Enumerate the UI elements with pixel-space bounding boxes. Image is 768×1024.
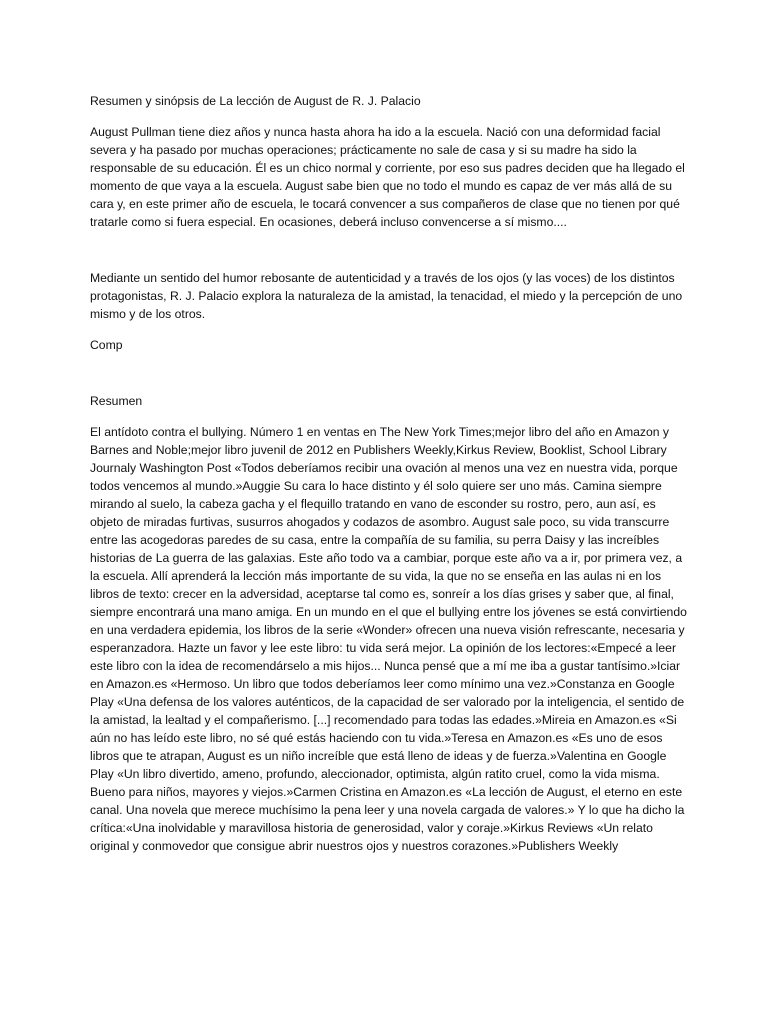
document-page <box>90 92 690 855</box>
intro-paragraph: August Pullman tiene diez años y nunca hasta ahora ha ido a la escuela. Nació con una deformidad facial severa y ha pasado por muchas operaciones; prácticamente no sale de casa y si su madre ha sido la responsable de su educación. Él es un chico normal y corriente, por eso sus padres deciden que ha llegado el momento de que vaya a la escuela. August sabe bien que no todo el mundo es capaz de ver más allá de su cara y, en este primer año de escuela, le tocará convencer a sus compañeros de clase que no tienen por qué tratarle como si fuera especial. En ocasiones, deberá incluso convencerse a sí mismo.... <box>90 125 685 229</box>
comp-text: Comp <box>90 338 123 352</box>
resumen-paragraph: El antídoto contra el bullying. Número 1 en ventas en The New York Times;mejor libro del año en Amazon y Barnes and Noble;mejor libro juvenil de 2012 en Publishers Weekly,Kirkus Review, Booklist, School Library Journaly Washington Post «Todos deberíamos recibir una ovación al menos una vez en nuestra vida, porque todos vencemos al mundo.»Auggie Su cara lo hace distinto y él solo quiere ser uno más. Camina siempre mirando al suelo, la cabeza gacha y el flequillo tratando en vano de esconder su rostro, pero, aun así, es objeto de miradas furtivas, susurros ahogados y codazos de asombro. August sale poco, su vida transcurre entre las acogedoras paredes de su casa, entre la compañía de su familia, su perra Daisy y las increíbles historias de La guerra de las galaxias. Este año todo va a cambiar, porque este año va a ir, por primera vez, a la escuela. Allí aprenderá la lección más importante de su vida, la que no se enseña en las aulas ni en los libros de texto: crecer en la adversidad, aceptarse tal como es, sonreír a los días grises y saber que, al final, siempre encontrará una mano amiga. En un mundo en el que el bullying entre los jóvenes se está convirtiendo en una verdadera epidemia, los libros de la serie «Wonder» ofrecen una nueva visión refrescante, necesaria y esperanzadora. Hazte un favor y lee este libro: tu vida será mejor. La opinión de los lectores:«Empecé a leer este libro con la idea de recomendárselo a mis hijos... Nunca pensé que a mí me iba a gustar tantísimo.»Iciar en Amazon.es «Hermoso. Un libro que todos deberíamos leer como mínimo una vez.»Constanza en Google Play «Una defensa de los valores auténticos, de la capacidad de ser valorado por la inteligencia, el sentido de la amistad, la lealtad y el compañerismo. [...] recomendado para todas las edades.»Mireia en Amazon.es «Si aún no has leído este libro, no sé qué estás haciendo con tu vida.»Teresa en Amazon.es «Es uno de esos libros que te atrapan, August es un niño increíble que está lleno de ideas y de fuerza.»Valentina en Google Play «Un libro divertido, ameno, profundo, aleccionador, optimista, algún ratito cruel, como la vida misma. Bueno para niños, mayores y viejos.»Carmen Cristina en Amazon.es «La lección de August, el eterno en este canal. Una novela que merece muchísimo la pena leer y una novela cargada de valores.» Y lo que ha dicho la crítica:«Una inolvidable y maravillosa historia de generosidad, valor y coraje.»Kirkus Reviews «Un relato original y conmovedor que consigue abrir nuestros ojos y nuestros corazones.»Publishers Weekly <box>90 425 687 853</box>
humor-paragraph: Mediante un sentido del humor rebosante de autenticidad y a través de los ojos (y las voces) de los distintos protagonistas, R. J. Palacio explora la naturaleza de la amistad, la tenacidad, el miedo y la percepción de uno mismo y de los otros. <box>90 271 683 321</box>
document-title: Resumen y sinópsis de La lección de August de R. J. Palacio <box>90 94 421 108</box>
resumen-heading: Resumen <box>90 394 143 408</box>
